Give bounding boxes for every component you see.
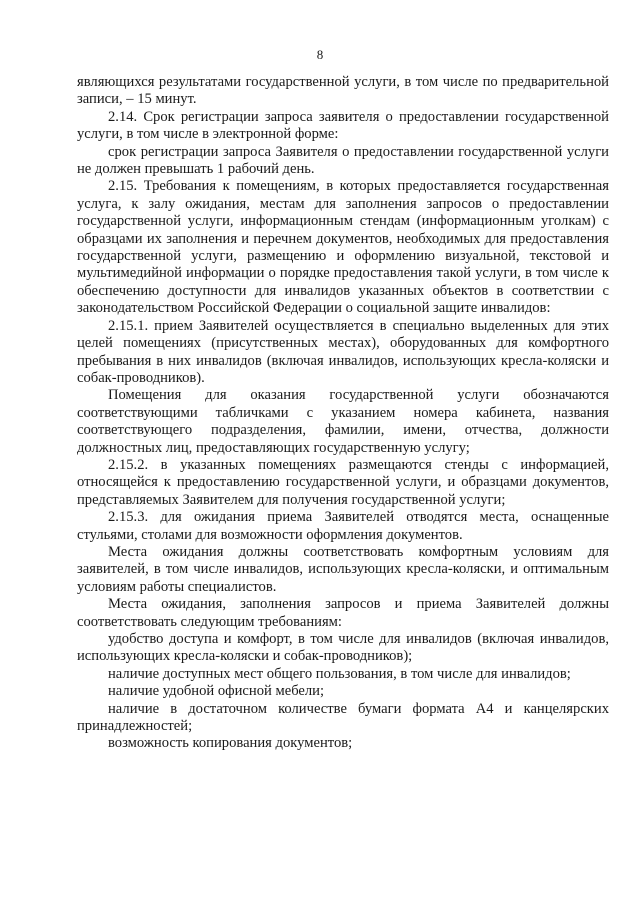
list-item-paper-supplies: наличие в достаточном количестве бумаги формата А4 и канцелярских принадлежностей; [77, 700, 609, 735]
paragraph-2-15-1: 2.15.1. прием Заявителей осуществляется в специально выделенных для этих целей помещениях (присутственных местах), оборудованных для комфортного пребывания в них инвалидов (включая инвалидов, использующих кресла-коляски и собак-проводников). [77, 317, 609, 386]
paragraph-2-15-2: 2.15.2. в указанных помещениях размещаются стенды с информацией, относящейся к предоставлению государственной услуги, и образцами документов, представляемых Заявителем для получения государственной услуги; [77, 456, 609, 508]
list-item-office-furniture: наличие удобной офисной мебели; [108, 683, 325, 700]
list-item-public-facilities: наличие доступных мест общего пользования, в том числе для инвалидов; [108, 665, 571, 682]
paragraph-2-14: 2.14. Срок регистрации запроса заявителя о предоставлении государственной услуги, в том числе в электронной форме: [77, 108, 609, 143]
paragraph-registration-term: срок регистрации запроса Заявителя о предоставлении государственной услуги не должен превышать 1 рабочий день. [77, 143, 609, 178]
list-item-copying: возможность копирования документов; [108, 735, 353, 752]
paragraph-requirements-intro: Места ожидания, заполнения запросов и приема Заявителей должны соответствовать следующим требованиям: [77, 596, 609, 630]
paragraph-premises-signs: Помещения для оказания государственной услуги обозначаются соответствующими табличками с указанием номера кабинета, названия соответствующего подразделения, фамилии, имени, отчества, должности должностных лиц, предоставляющих государственную услугу; [77, 387, 609, 456]
paragraph-waiting-places: Места ожидания должны соответствовать комфортным условиям для заявителей, в том числе инвалидов, использующих кресла-коляски, и оптимальным условиям работы специалистов. [77, 543, 609, 595]
paragraph-2-15-3: 2.15.3. для ожидания приема Заявителей отводятся места, оснащенные стульями, столами для возможности оформления документов. [77, 509, 609, 543]
paragraph-2-15: 2.15. Требования к помещениям, в которых предоставляется государственная услуга, к залу ожидания, местам для заполнения запросов о предоставлении государственной услуги, информационным стендам (информационным уголкам) с образцами их заполнения и перечнем документов, необходимых для предоставления государственной услуги, размещению и оформлению визуальной, текстовой и мультимедийной информации о порядке предоставления такой услуги, в том числе к обеспечению доступности для инвалидов указанных объектов в соответствии с законодательством Российской Федерации о социальной защите инвалидов: [77, 178, 609, 317]
list-item-access-comfort: удобство доступа и комфорт, в том числе для инвалидов (включая инвалидов, использующих кресла-коляски и собак-проводников); [77, 631, 609, 665]
paragraph-continuation: являющихся результатами государственной услуги, в том числе по предварительной записи, – 15 минут. [77, 74, 609, 108]
page-number: 8 [316, 47, 324, 62]
document-body [77, 74, 609, 753]
